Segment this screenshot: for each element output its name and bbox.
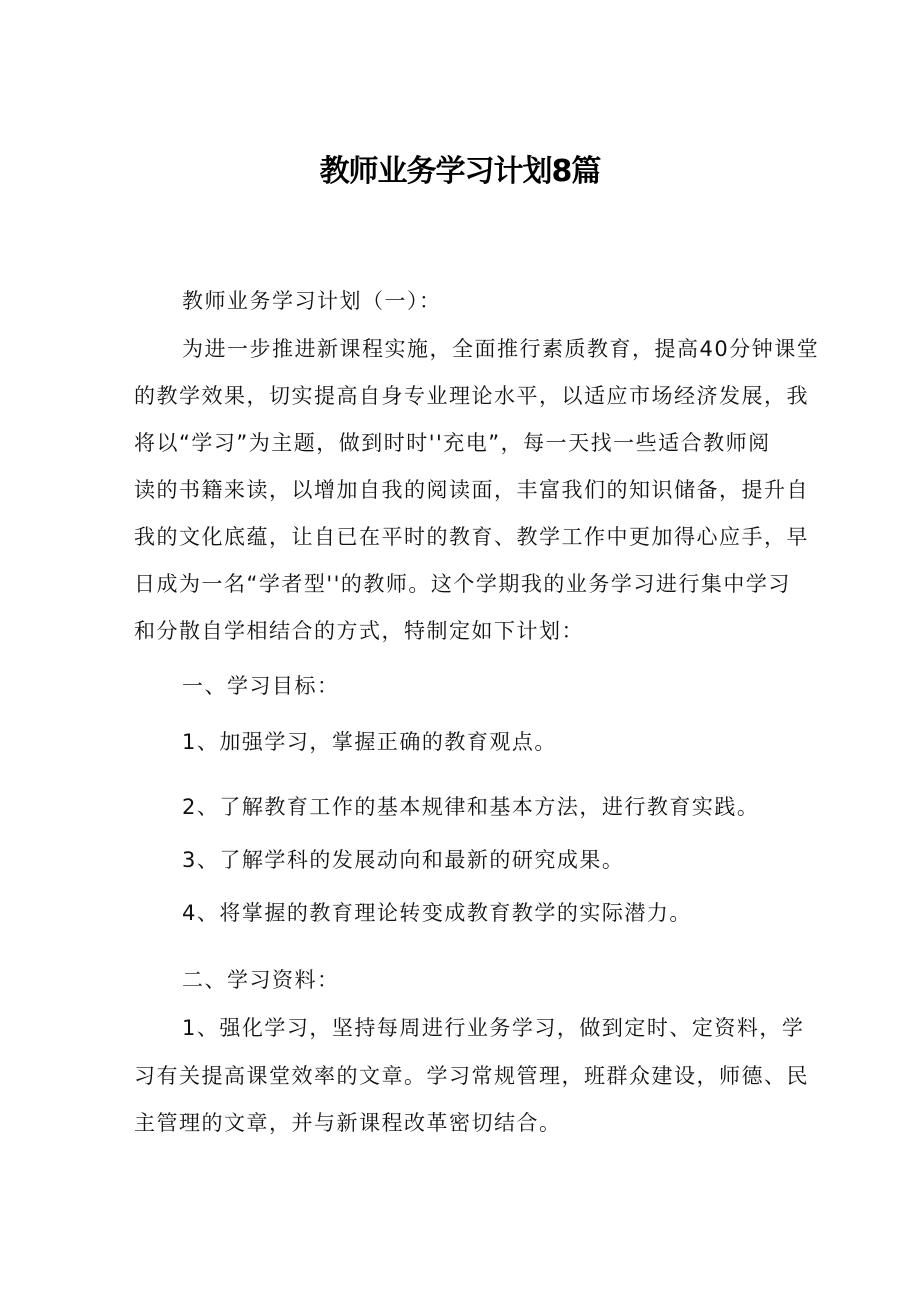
goal-item: 1、加强学习，掌握正确的教育观点。 (182, 730, 557, 754)
materials-line: 主管理的文章，并与新课程改革密切结合。 (134, 1111, 562, 1135)
intro-line: 我的文化底蕴，让自已在平时的教育、教学工作中更加得心应手，早 (134, 525, 809, 549)
goal-item: 2、了解教育工作的基本规律和基本方法，进行教育实践。 (182, 795, 760, 819)
materials-line: 习有关提高课堂效率的文章。学习常规管理，班群众建设，师德、民 (134, 1064, 809, 1088)
intro-line: 的教学效果，切实提高自身专业理论水平，以适应市场经济发展，我 (134, 384, 809, 408)
intro-line: 读的书籍来读，以增加自我的阅读面，丰富我们的知识储备，提升自 (134, 478, 809, 502)
intro-line: 日成为一名“学者型''的教师。这个学期我的业务学习进行集中学习 (134, 572, 791, 596)
intro-line: 将以“学习”为主题，做到时时''充电”，每一天找一些适合教师阅 (134, 431, 771, 455)
intro-line: 和分散自学相结合的方式，特制定如下计划： (134, 619, 584, 643)
goal-item: 3、了解学科的发展动向和最新的研究成果。 (182, 848, 625, 872)
intro-line: 为进一步推进新课程实施，全面推行素质教育，提高40分钟课堂 (182, 337, 820, 361)
materials-line: 1、强化学习，坚持每周进行业务学习，做到定时、定资料，学 (182, 1016, 805, 1040)
section-heading-materials: 二、学习资料： (182, 968, 340, 992)
section-heading-goals: 一、学习目标： (182, 674, 340, 698)
goal-item: 4、将掌握的教育理论转变成教育教学的实际潜力。 (182, 901, 692, 925)
document-title: 教师业务学习计划8篇 (319, 154, 601, 189)
plan-subheading: 教师业务学习计划（一）： (182, 289, 442, 313)
